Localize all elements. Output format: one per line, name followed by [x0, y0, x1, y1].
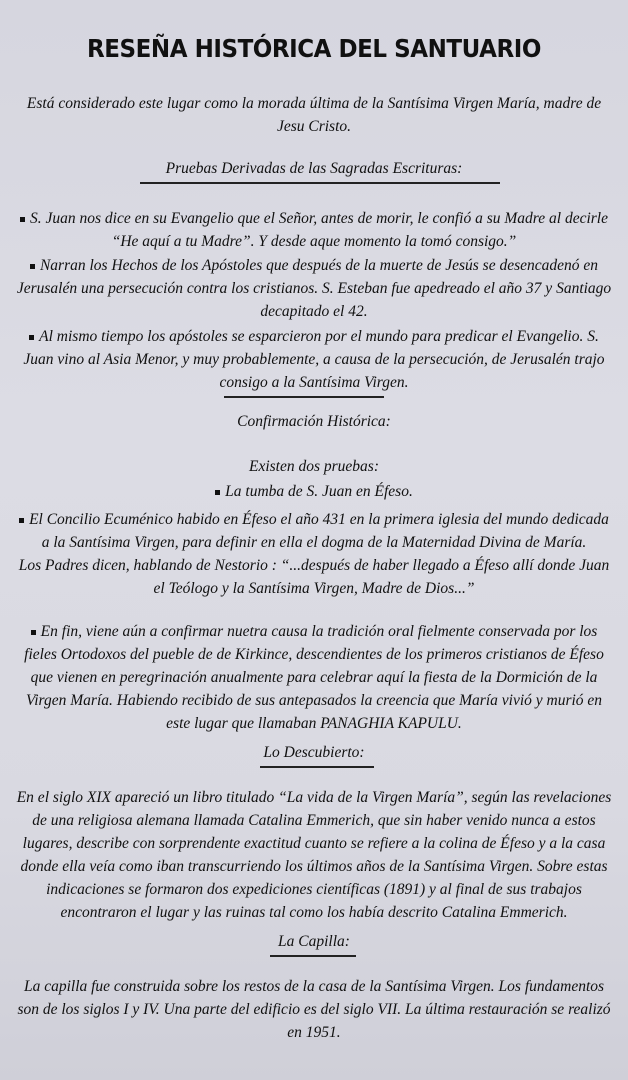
confirmation-item-2-text: El Concilio Ecuménico habido en Éfeso el año 431 en la primera iglesia del mundo dedicada a la Santísima Virgen, para definir en ella el dogma de la Maternidad Divina de María. [29, 511, 609, 551]
section-heading-confirmation: Confirmación Histórica: [237, 413, 391, 430]
oral-tradition-text: En fin, viene aún a confirmar nuetra causa la tradición oral fielmente conservada por los fieles Ortodoxos del pueble de de Kirkince, descendientes de los primeros cristianos de Éfeso que vienen en peregrinación anualmente para celebrar aquí la fiesta de la Dormición de la Virgen María. Habiendo recibido de sus antepasados la creencia que María vivió y murió en este lugar que llamaban PANAGHIA KAPULU. [24, 623, 604, 732]
scripture-point-1 [14, 207, 614, 253]
bullet-icon [29, 335, 34, 340]
confirmation-item-1 [0, 483, 628, 501]
scripture-point-1-text: S. Juan nos dice en su Evangelio que el Señor, antes de morir, le confió a su Madre al decirle “He aquí a tu Madre”. Y desde aque momento la tomó consigo.” [30, 210, 608, 250]
bullet-icon [20, 217, 25, 222]
heading-underline [260, 766, 374, 768]
heading-underline [140, 182, 500, 184]
nestorius-quote: Los Padres dicen, hablando de Nestorio : “...después de haber llegado a Éfeso allí donde Juan el Teólogo y la Santísima Virgen, Madre de Dios...” [18, 557, 610, 597]
intro-paragraph: Está considerado este lugar como la morada última de la Santísima Virgen María, madre de Jesu Cristo. [26, 95, 602, 135]
scripture-point-3-text: Al mismo tiempo los apóstoles se esparcieron por el mundo para predicar el Evangelio. S. Juan vino al Asia Menor, y muy probablemente, a causa de la persecución, de Jerusalén trajo consigo a la Santísima Virgen. [23, 328, 605, 391]
chapel-paragraph: La capilla fue construida sobre los restos de la casa de la Santísima Virgen. Los fundamentos son de los siglos I y IV. Una parte del edificio es del siglo VII. La última restauración se realizó en 1951. [17, 978, 611, 1041]
section-heading-chapel: La Capilla: [278, 933, 350, 950]
page-title: RESEÑA HISTÓRICA DEL SANTUARIO [87, 34, 541, 63]
oral-tradition-paragraph [14, 620, 614, 735]
bullet-icon [215, 490, 220, 495]
confirmation-item-2 [14, 508, 614, 554]
section-heading-scriptures: Pruebas Derivadas de las Sagradas Escrituras: [165, 160, 463, 177]
scripture-point-2-text: Narran los Hechos de los Apóstoles que después de la muerte de Jesús se desencadenó en Jerusalén una persecución contra los cristianos. S. Esteban fue apedreado el año 37 y Santiago decapitado el 42. [16, 257, 612, 320]
confirmation-lead: Existen dos pruebas: [248, 458, 379, 475]
bullet-icon [30, 264, 35, 269]
scripture-point-3 [14, 325, 614, 394]
section-heading-discovery: Lo Descubierto: [263, 744, 365, 761]
scripture-point-2 [14, 254, 614, 323]
heading-underline [270, 955, 356, 957]
paragraph-underline [224, 396, 384, 398]
bullet-icon [19, 518, 24, 523]
discovery-paragraph: En el siglo XIX apareció un libro titulado “La vida de la Virgen María”, según las revelaciones de una religiosa alemana llamada Catalina Emmerich, que sin haber venido nunca a estos lugares, describe con sorprendente exactitud cuanto se refiere a la colina de Éfeso y a la casa donde ella veía como iban transcurriendo los últimos años de la Santísima Virgen. Sobre estas indicaciones se formaron dos expediciones científicas (1891) y al final de sus trabajos encontraron el lugar y las ruinas tal como los había descrito Catalina Emmerich. [16, 789, 612, 921]
confirmation-item-1-text: La tumba de S. Juan en Éfeso. [225, 483, 413, 500]
bullet-icon [31, 630, 36, 635]
